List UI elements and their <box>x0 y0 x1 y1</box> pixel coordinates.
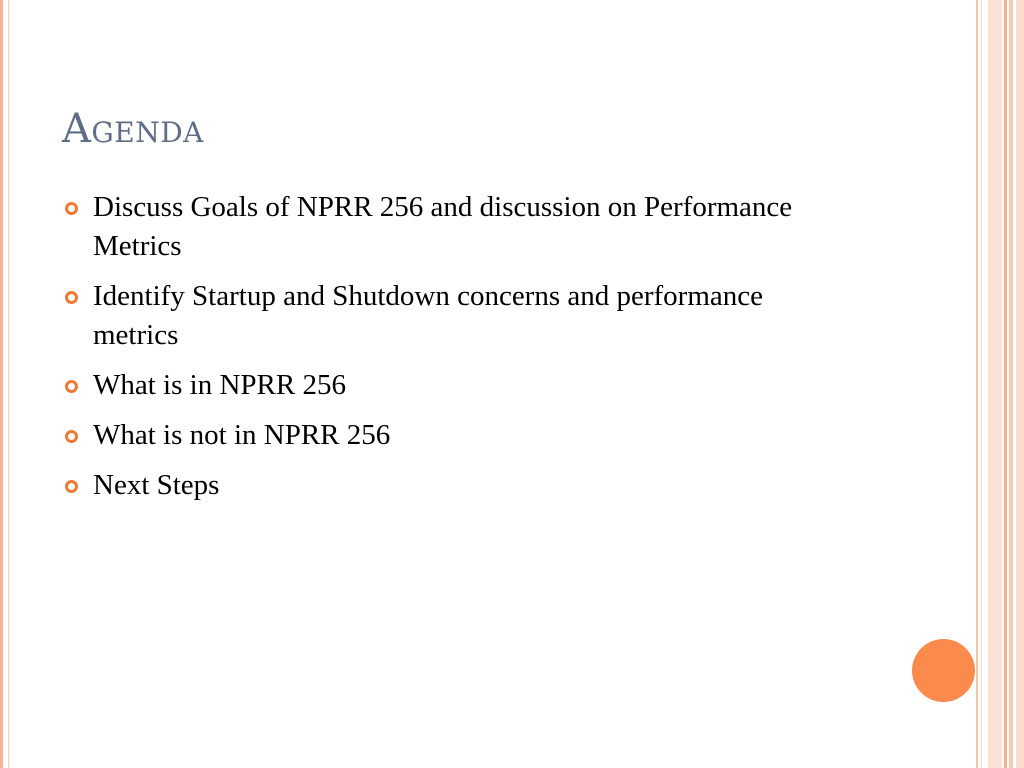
bullet-text: What is not in NPRR 256 <box>93 419 391 451</box>
left-border-inner-decoration <box>8 0 9 768</box>
bullet-text: Discuss Goals of NPRR 256 and discussion on Performance Metrics <box>93 191 793 262</box>
bullet-text: Next Steps <box>93 469 220 501</box>
bullet-item <box>62 188 822 266</box>
bullet-list <box>62 188 822 516</box>
circle-bullet-icon <box>65 291 78 304</box>
left-border-decoration <box>0 0 3 768</box>
bullet-item <box>62 277 822 355</box>
stripe <box>981 0 982 768</box>
bullet-text: What is in NPRR 256 <box>93 369 346 401</box>
orange-circle-icon <box>912 639 975 702</box>
bullet-item <box>62 366 822 405</box>
stripe <box>976 0 978 768</box>
right-stripe-decoration <box>976 0 1024 768</box>
circle-bullet-icon <box>65 430 78 443</box>
stripe <box>1016 0 1024 768</box>
bullet-text: Identify Startup and Shutdown concerns and performance metrics <box>93 280 764 351</box>
stripe <box>1009 0 1013 768</box>
circle-bullet-icon <box>65 480 78 493</box>
bullet-item <box>62 416 822 455</box>
circle-bullet-icon <box>65 380 78 393</box>
bullet-item <box>62 466 822 505</box>
stripe <box>1004 0 1007 768</box>
slide-title: Agenda <box>62 106 204 152</box>
stripe <box>988 0 1002 768</box>
circle-bullet-icon <box>65 202 78 215</box>
